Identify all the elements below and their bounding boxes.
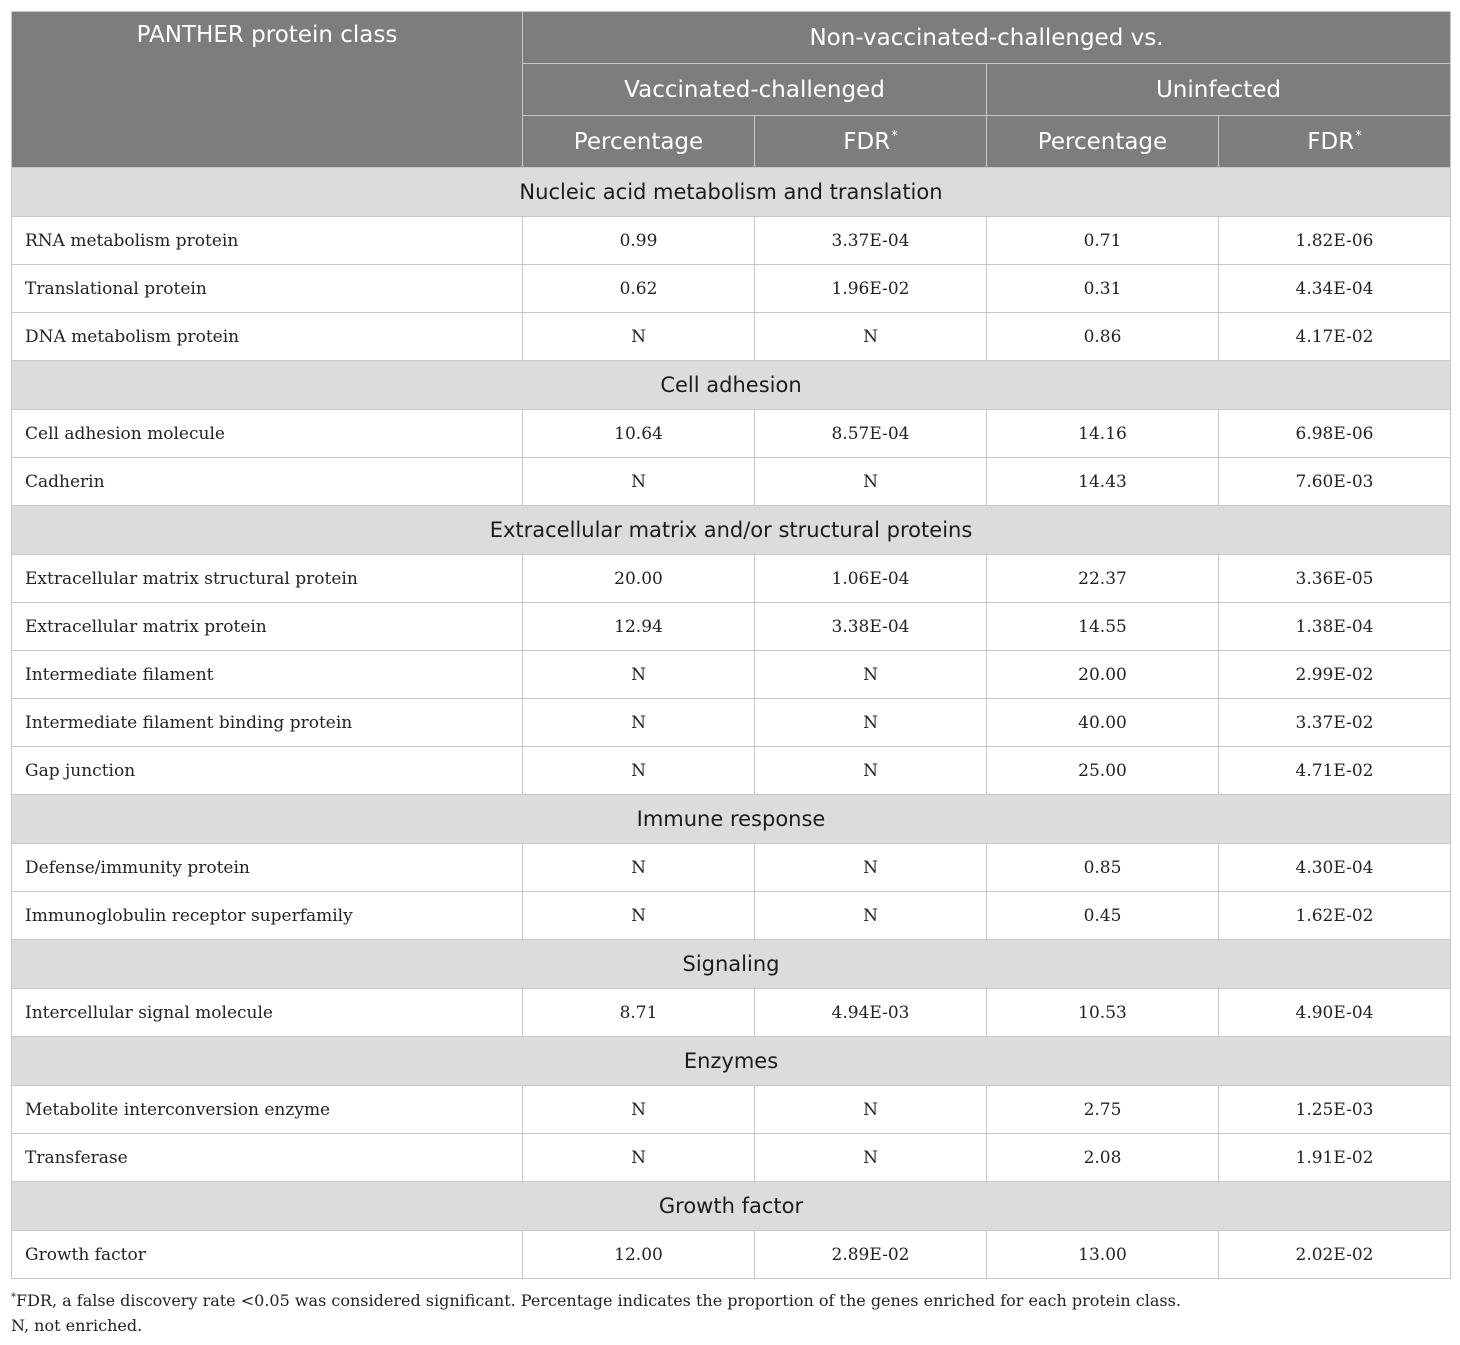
vaccinated-percentage-cell: N bbox=[523, 1134, 755, 1182]
vaccinated-fdr-cell: N bbox=[755, 458, 987, 506]
table-row bbox=[12, 989, 1451, 1037]
vaccinated-fdr-cell: 1.06E-04 bbox=[755, 555, 987, 603]
section-title: Growth factor bbox=[12, 1182, 1451, 1231]
vaccinated-percentage-cell: 20.00 bbox=[523, 555, 755, 603]
vaccinated-percentage-cell: N bbox=[523, 747, 755, 795]
vaccinated-percentage-cell: N bbox=[523, 844, 755, 892]
percentage-header: Percentage bbox=[987, 116, 1219, 168]
section-header-row bbox=[12, 168, 1451, 217]
protein-class-cell: Metabolite interconversion enzyme bbox=[12, 1086, 523, 1134]
protein-class-cell: Extracellular matrix protein bbox=[12, 603, 523, 651]
section-header-row bbox=[12, 361, 1451, 410]
table-row bbox=[12, 747, 1451, 795]
uninfected-fdr-cell: 7.60E-03 bbox=[1219, 458, 1451, 506]
uninfected-percentage-cell: 25.00 bbox=[987, 747, 1219, 795]
uninfected-fdr-cell: 3.36E-05 bbox=[1219, 555, 1451, 603]
vaccinated-fdr-cell: 8.57E-04 bbox=[755, 410, 987, 458]
section-title: Nucleic acid metabolism and translation bbox=[12, 168, 1451, 217]
protein-class-cell: Extracellular matrix structural protein bbox=[12, 555, 523, 603]
vaccinated-percentage-cell: 12.00 bbox=[523, 1231, 755, 1279]
vaccinated-fdr-cell: N bbox=[755, 747, 987, 795]
protein-class-header: PANTHER protein class bbox=[12, 12, 523, 168]
table-row bbox=[12, 651, 1451, 699]
table-row bbox=[12, 217, 1451, 265]
percentage-header: Percentage bbox=[523, 116, 755, 168]
section-header-row bbox=[12, 506, 1451, 555]
uninfected-fdr-cell: 4.30E-04 bbox=[1219, 844, 1451, 892]
uninfected-percentage-cell: 14.55 bbox=[987, 603, 1219, 651]
table-row bbox=[12, 1231, 1451, 1279]
protein-class-cell: Intermediate filament binding protein bbox=[12, 699, 523, 747]
section-title: Cell adhesion bbox=[12, 361, 1451, 410]
protein-class-cell: Intermediate filament bbox=[12, 651, 523, 699]
uninfected-percentage-cell: 2.75 bbox=[987, 1086, 1219, 1134]
uninfected-fdr-cell: 1.25E-03 bbox=[1219, 1086, 1451, 1134]
vaccinated-percentage-cell: N bbox=[523, 313, 755, 361]
uninfected-fdr-cell: 2.02E-02 bbox=[1219, 1231, 1451, 1279]
vaccinated-percentage-cell: N bbox=[523, 699, 755, 747]
footnote-n: N, not enriched. bbox=[11, 1316, 143, 1335]
section-title: Immune response bbox=[12, 795, 1451, 844]
uninfected-fdr-cell: 4.71E-02 bbox=[1219, 747, 1451, 795]
uninfected-fdr-cell: 2.99E-02 bbox=[1219, 651, 1451, 699]
protein-class-cell: Translational protein bbox=[12, 265, 523, 313]
protein-class-cell: Transferase bbox=[12, 1134, 523, 1182]
group-header-vaccinated: Vaccinated-challenged bbox=[523, 64, 987, 116]
table-row bbox=[12, 410, 1451, 458]
vaccinated-fdr-cell: N bbox=[755, 1086, 987, 1134]
table-row bbox=[12, 603, 1451, 651]
uninfected-percentage-cell: 0.86 bbox=[987, 313, 1219, 361]
vaccinated-percentage-cell: N bbox=[523, 458, 755, 506]
fdr-header: FDR* bbox=[1219, 116, 1451, 168]
table-row bbox=[12, 699, 1451, 747]
section-header-row bbox=[12, 795, 1451, 844]
vaccinated-fdr-cell: N bbox=[755, 1134, 987, 1182]
table-row bbox=[12, 265, 1451, 313]
uninfected-fdr-cell: 1.62E-02 bbox=[1219, 892, 1451, 940]
protein-class-cell: DNA metabolism protein bbox=[12, 313, 523, 361]
section-title: Extracellular matrix and/or structural proteins bbox=[12, 506, 1451, 555]
uninfected-percentage-cell: 2.08 bbox=[987, 1134, 1219, 1182]
vaccinated-fdr-cell: 3.37E-04 bbox=[755, 217, 987, 265]
comparison-header: Non-vaccinated-challenged vs. bbox=[523, 12, 1451, 64]
table-body bbox=[12, 168, 1451, 1279]
table-row bbox=[12, 1086, 1451, 1134]
group-header-uninfected: Uninfected bbox=[987, 64, 1451, 116]
vaccinated-fdr-cell: 2.89E-02 bbox=[755, 1231, 987, 1279]
uninfected-fdr-cell: 4.90E-04 bbox=[1219, 989, 1451, 1037]
vaccinated-percentage-cell: 0.99 bbox=[523, 217, 755, 265]
uninfected-percentage-cell: 0.85 bbox=[987, 844, 1219, 892]
uninfected-percentage-cell: 22.37 bbox=[987, 555, 1219, 603]
uninfected-fdr-cell: 3.37E-02 bbox=[1219, 699, 1451, 747]
vaccinated-percentage-cell: N bbox=[523, 1086, 755, 1134]
table-row bbox=[12, 892, 1451, 940]
vaccinated-fdr-cell: N bbox=[755, 313, 987, 361]
uninfected-percentage-cell: 14.43 bbox=[987, 458, 1219, 506]
table-row bbox=[12, 313, 1451, 361]
vaccinated-percentage-cell: N bbox=[523, 892, 755, 940]
uninfected-fdr-cell: 4.17E-02 bbox=[1219, 313, 1451, 361]
vaccinated-fdr-cell: N bbox=[755, 844, 987, 892]
vaccinated-fdr-cell: N bbox=[755, 892, 987, 940]
table-row bbox=[12, 844, 1451, 892]
table-row bbox=[12, 1134, 1451, 1182]
uninfected-percentage-cell: 0.45 bbox=[987, 892, 1219, 940]
protein-class-cell: Gap junction bbox=[12, 747, 523, 795]
fdr-header: FDR* bbox=[755, 116, 987, 168]
section-header-row bbox=[12, 1182, 1451, 1231]
protein-class-table bbox=[11, 11, 1451, 1279]
protein-class-cell: Defense/immunity protein bbox=[12, 844, 523, 892]
protein-class-cell: Growth factor bbox=[12, 1231, 523, 1279]
table-row bbox=[12, 458, 1451, 506]
uninfected-fdr-cell: 4.34E-04 bbox=[1219, 265, 1451, 313]
vaccinated-fdr-cell: N bbox=[755, 699, 987, 747]
vaccinated-fdr-cell: 3.38E-04 bbox=[755, 603, 987, 651]
vaccinated-percentage-cell: 10.64 bbox=[523, 410, 755, 458]
uninfected-percentage-cell: 20.00 bbox=[987, 651, 1219, 699]
protein-class-cell: Cadherin bbox=[12, 458, 523, 506]
vaccinated-fdr-cell: 1.96E-02 bbox=[755, 265, 987, 313]
vaccinated-fdr-cell: 4.94E-03 bbox=[755, 989, 987, 1037]
vaccinated-fdr-cell: N bbox=[755, 651, 987, 699]
section-title: Signaling bbox=[12, 940, 1451, 989]
uninfected-fdr-cell: 1.38E-04 bbox=[1219, 603, 1451, 651]
uninfected-fdr-cell: 1.82E-06 bbox=[1219, 217, 1451, 265]
protein-class-cell: Intercellular signal molecule bbox=[12, 989, 523, 1037]
section-header-row bbox=[12, 1037, 1451, 1086]
section-header-row bbox=[12, 940, 1451, 989]
uninfected-fdr-cell: 1.91E-02 bbox=[1219, 1134, 1451, 1182]
uninfected-percentage-cell: 13.00 bbox=[987, 1231, 1219, 1279]
uninfected-percentage-cell: 0.31 bbox=[987, 265, 1219, 313]
uninfected-percentage-cell: 0.71 bbox=[987, 217, 1219, 265]
footnote-fdr: *FDR, a false discovery rate <0.05 was considered significant. Percentage indicates the proportion of the genes enriched for each protein class. bbox=[11, 1291, 1181, 1310]
vaccinated-percentage-cell: N bbox=[523, 651, 755, 699]
uninfected-percentage-cell: 10.53 bbox=[987, 989, 1219, 1037]
vaccinated-percentage-cell: 12.94 bbox=[523, 603, 755, 651]
uninfected-fdr-cell: 6.98E-06 bbox=[1219, 410, 1451, 458]
uninfected-percentage-cell: 14.16 bbox=[987, 410, 1219, 458]
protein-class-cell: Immunoglobulin receptor superfamily bbox=[12, 892, 523, 940]
vaccinated-percentage-cell: 0.62 bbox=[523, 265, 755, 313]
section-title: Enzymes bbox=[12, 1037, 1451, 1086]
protein-class-cell: Cell adhesion molecule bbox=[12, 410, 523, 458]
table-row bbox=[12, 555, 1451, 603]
table-header bbox=[12, 12, 1451, 168]
vaccinated-percentage-cell: 8.71 bbox=[523, 989, 755, 1037]
uninfected-percentage-cell: 40.00 bbox=[987, 699, 1219, 747]
protein-class-cell: RNA metabolism protein bbox=[12, 217, 523, 265]
